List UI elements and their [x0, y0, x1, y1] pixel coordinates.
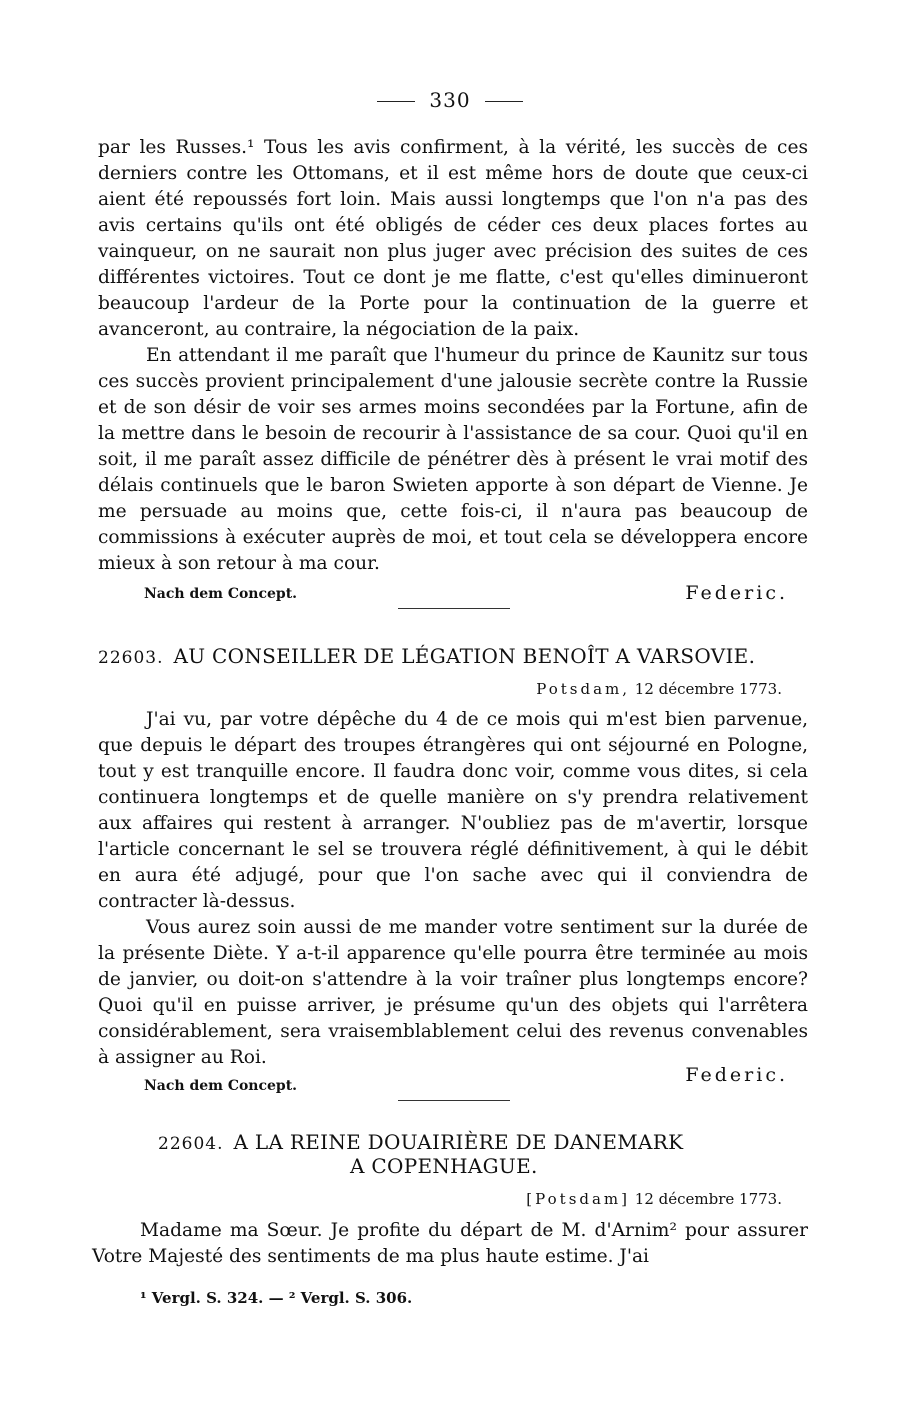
continued-letter-body: [98, 135, 808, 577]
date-place: Potsdam,: [536, 680, 631, 698]
closing-row: [98, 1064, 788, 1094]
letter-number: 22603.: [98, 648, 164, 668]
date: 12 décembre 1773.: [634, 680, 782, 698]
letter-title: AU CONSEILLER DE LÉGATION BENOÎT A VARSOVIE.: [173, 644, 756, 668]
letter-body: [98, 707, 808, 1071]
paragraph: par les Russes.¹ Tous les avis confirment, à la vérité, les succès de ces derniers contre les Ottomans, et il est même hors de doute que ceux-ci aient été repoussés fort loin. Mais aussi longtemps que l'on n'a pas des avis certains qu'ils ont été obligés de céder ces deux places fortes au vainqueur, on ne saurait non plus juger avec précision des suites de ces différentes victoires. Tout ce dont je me flatte, c'est qu'elles diminueront beaucoup l'ardeur de la Porte pour la continuation de la guerre et avanceront, au contraire, la négociation de la paix.: [98, 137, 808, 340]
divider-rule: [398, 608, 510, 609]
letter-title-line2: A COPENHAGUE.: [350, 1154, 538, 1178]
divider-rule: [398, 1100, 510, 1101]
date-place: [Potsdam]: [526, 1190, 631, 1208]
letter-dateline: [536, 680, 782, 698]
letter-heading: [158, 1130, 758, 1178]
letter-heading-line1: [158, 1130, 758, 1154]
page-number: 330: [429, 88, 471, 112]
paragraph: En attendant il me paraît que l'humeur du prince de Kaunitz sur tous ces succès provient principalement d'une jalousie secrète contre la Russie et de son désir de voir ses armes moins secondées par la Fortune, afin de la mettre dans le besoin de recourir à l'assistance de sa cour. Quoi qu'il en soit, il me paraît assez difficile de pénétrer dès à présent le vrai motif des délais continuels que le baron Swieten apporte à son départ de Vienne. Je me persuade au moins que, cette fois-ci, il n'aura pas beaucoup de commissions à exécuter auprès de moi, et tout cela se développera encore mieux à son retour à ma cour.: [98, 345, 808, 574]
page-number-dash-left: [377, 101, 415, 102]
signature: Federic.: [685, 1064, 788, 1086]
letter-heading: [98, 644, 808, 668]
paragraph: Madame ma Sœur. Je profite du départ de M. d'Arnim² pour assurer Votre Majesté des sentiments de ma plus haute estime. J'ai: [92, 1220, 808, 1267]
letter-body: [92, 1218, 808, 1270]
signature: Federic.: [685, 582, 788, 604]
letter-title: A LA REINE DOUAIRIÈRE DE DANEMARK: [233, 1130, 684, 1154]
page-number-dash-right: [485, 101, 523, 102]
paragraph: Vous aurez soin aussi de me mander votre sentiment sur la durée de la présente Diète. Y a-t-il apparence qu'elle pourra être terminée au mois de janvier, ou doit-on s'attendre à la voir traîner plus longtemps encore? Quoi qu'il en puisse arriver, je présume qu'un des objets qui l'arrêtera considérablement, sera vraisemblablement celui des revenus convenables à assigner au Roi.: [98, 917, 808, 1068]
date: 12 décembre 1773.: [634, 1190, 782, 1208]
letter-dateline: [526, 1190, 782, 1208]
paragraph: J'ai vu, par votre dépêche du 4 de ce mois qui m'est bien parvenue, que depuis le départ des troupes étrangères qui ont séjourné en Pologne, tout y est tranquille encore. Il faudra donc voir, comme vous dites, si cela continuera longtemps et de quelle manière on s'y prendra relativement aux affaires qui restent à arranger. N'oubliez pas de m'avertir, lorsque l'article concernant le sel se trouvera réglé définitivement, à qui le débit en aura été adjugé, pour que l'on sache avec qui il conviendra de contracter là-dessus.: [98, 709, 808, 912]
page-number-line: [0, 88, 900, 112]
source-note: Nach dem Concept.: [144, 1078, 298, 1094]
letter-number: 22604.: [158, 1134, 224, 1154]
source-note: Nach dem Concept.: [144, 586, 298, 602]
footnotes: ¹ Vergl. S. 324. — ² Vergl. S. 306.: [140, 1289, 413, 1307]
